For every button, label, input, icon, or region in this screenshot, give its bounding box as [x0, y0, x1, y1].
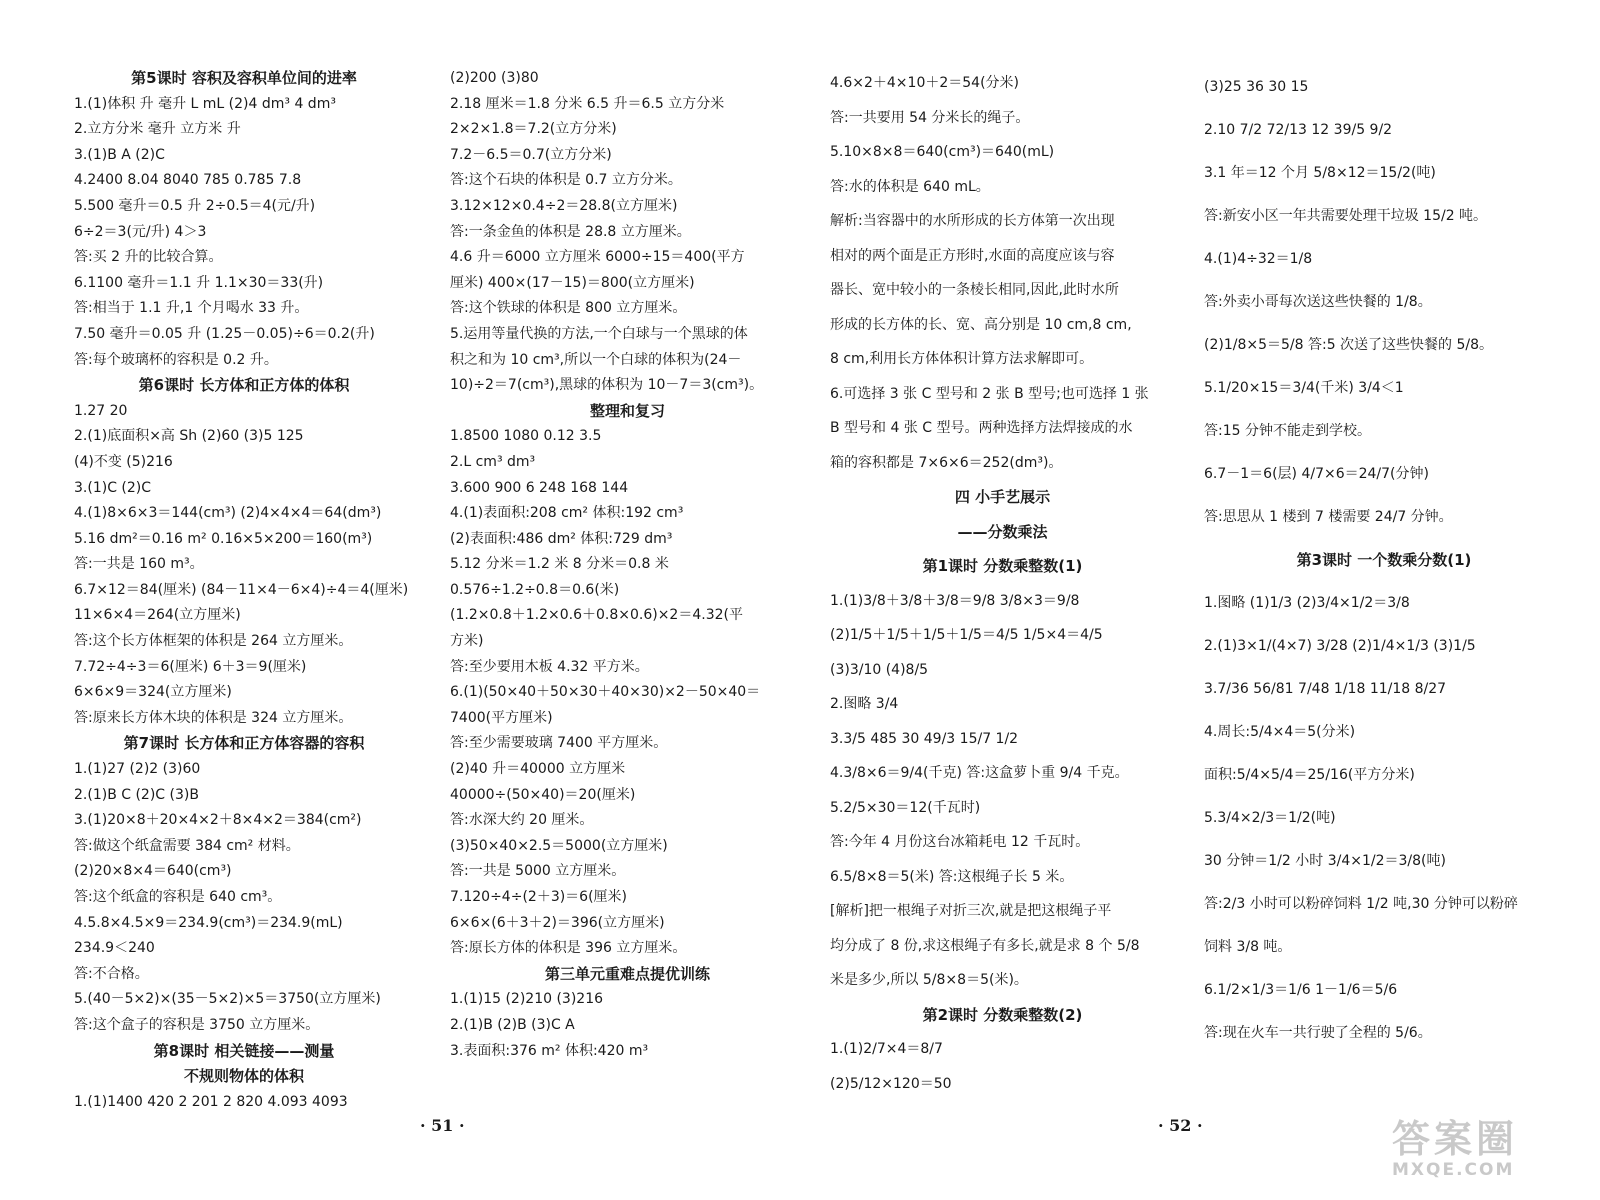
answer-line: (2)40 升＝40000 立方厘米 — [450, 761, 626, 778]
answer-line: 2×2×1.8＝7.2(立方分米) — [450, 121, 617, 138]
section-heading: 第8课时 相关链接——测量 — [153, 1041, 335, 1060]
answer-line: 3.600 900 6 248 168 144 — [450, 479, 629, 496]
section-heading: 第6课时 长方体和正方体的体积 — [138, 376, 350, 395]
answer-line: 答:相当于 1.1 升,1 个月喝水 33 升。 — [74, 300, 309, 317]
answer-line: (2)1/5＋1/5＋1/5＋1/5＝4/5 1/5×4＝4/5 — [830, 627, 1103, 643]
answer-line: 4.周长:5/4×4＝5(分米) — [1204, 724, 1356, 740]
answer-line: 答:思思从 1 楼到 7 楼需要 24/7 分钟。 — [1204, 509, 1453, 525]
answer-line: 4.6×2＋4×10＋2＝54(分米) — [830, 75, 1019, 91]
answer-line: (2)200 (3)80 — [450, 70, 539, 86]
answer-line: 7.120÷4÷(2＋3)＝6(厘米) — [450, 889, 628, 905]
answer-line: 6.可选择 3 张 C 型号和 2 张 B 型号;也可选择 1 张 — [830, 385, 1149, 402]
page-number-left: · 51 · — [420, 1116, 465, 1135]
answer-line: (4)不变 (5)216 — [74, 453, 173, 470]
answer-line: 6.1100 毫升＝1.1 升 1.1×30＝33(升) — [74, 274, 324, 291]
answer-line: 答:每个玻璃杯的容积是 0.2 升。 — [74, 351, 278, 368]
answer-line: 答:一共是 5000 立方厘米。 — [450, 863, 626, 880]
answer-line: (3)25 36 30 15 — [1204, 79, 1309, 95]
answer-line: 答:15 分钟不能走到学校。 — [1204, 423, 1371, 439]
answer-line: 30 分钟＝1/2 小时 3/4×1/2＝3/8(吨) — [1204, 853, 1446, 869]
answer-line: 均分成了 8 份,求这根绳子有多长,就是求 8 个 5/8 — [830, 937, 1140, 954]
answer-line: (2)20×8×4＝640(cm³) — [74, 863, 232, 880]
answer-line: 答:原来长方体木块的体积是 324 立方厘米。 — [74, 709, 353, 726]
answer-line: 3.表面积:376 m² 体积:420 m³ — [450, 1042, 649, 1059]
answer-line: 答:不合格。 — [74, 965, 149, 982]
answer-line: (3)3/10 (4)8/5 — [830, 661, 929, 678]
answer-line: 箱的容积都是 7×6×6＝252(dm³)。 — [830, 454, 1063, 471]
answer-line: 答:做这个纸盒需要 384 cm² 材料。 — [74, 837, 300, 854]
answer-line: 答:原长方体的体积是 396 立方厘米。 — [450, 940, 687, 957]
answer-line: 10)÷2＝7(cm³),黑球的体积为 10－7＝3(cm³)。 — [450, 377, 764, 394]
answer-line: 4.(1)表面积:208 cm² 体积:192 cm³ — [450, 505, 684, 522]
answer-line: 40000÷(50×40)＝20(厘米) — [450, 786, 636, 803]
answer-line: 1.(1)体积 升 毫升 L mL (2)4 dm³ 4 dm³ — [74, 95, 336, 112]
answer-line: 方米) — [450, 633, 484, 650]
answer-line: 7.72÷4÷3＝6(厘米) 6＋3＝9(厘米) — [74, 658, 307, 675]
answer-line: 器长、宽中较小的一条棱长相同,因此,此时水所 — [830, 282, 1119, 298]
answer-line: 3.(1)20×8＋20×4×2＋8×4×2＝384(cm²) — [74, 812, 362, 829]
section-heading: 不规则物体的体积 — [183, 1067, 304, 1086]
answer-line: 7400(平方厘米) — [450, 709, 553, 726]
answer-line: 6.1/2×1/3＝1/6 1－1/6＝5/6 — [1204, 982, 1398, 998]
answer-line: 8 cm,利用长方体体积计算方法求解即可。 — [830, 351, 1094, 367]
answer-line: 2.(1)3×1/(4×7) 3/28 (2)1/4×1/3 (3)1/5 — [1204, 638, 1476, 654]
column-2 — [450, 66, 805, 1064]
section-heading: 第2课时 分数乘整数(2) — [922, 1005, 1083, 1024]
answer-line: 7.50 毫升＝0.05 升 (1.25－0.05)÷6＝0.2(升) — [74, 325, 375, 342]
answer-line: 5.3/4×2/3＝1/2(吨) — [1204, 810, 1336, 826]
answer-line: (3)50×40×2.5＝5000(立方厘米) — [450, 837, 668, 854]
answer-line: 2.10 7/2 72/13 12 39/5 9/2 — [1204, 122, 1393, 138]
answer-line: 5.12 分米＝1.2 米 8 分米＝0.8 米 — [450, 556, 669, 573]
answer-line: (1.2×0.8＋1.2×0.6＋0.8×0.6)×2＝4.32(平 — [450, 607, 743, 624]
answer-line: 1.(1)2/7×4＝8/7 — [830, 1041, 943, 1057]
watermark-text: 答案圈 — [1392, 1117, 1519, 1161]
section-heading: 第7课时 长方体和正方体容器的容积 — [123, 734, 365, 753]
answer-line: 1.(1)1400 420 2 201 2 820 4.093 4093 — [74, 1093, 348, 1110]
answer-line: 答:现在火车一共行驶了全程的 5/6。 — [1204, 1025, 1432, 1041]
answer-line: [解析]把一根绳子对折三次,就是把这根绳子平 — [830, 903, 1112, 919]
answer-line: (2)5/12×120＝50 — [830, 1075, 952, 1092]
answer-line: 5.16 dm²＝0.16 m² 0.16×5×200＝160(m³) — [74, 530, 373, 547]
answer-line: 积之和为 10 cm³,所以一个白球的体积为(24－ — [450, 351, 742, 368]
answer-line: 3.(1)B A (2)C — [74, 146, 165, 163]
answer-line: 答:这个长方体框架的体积是 264 立方厘米。 — [74, 633, 353, 650]
answer-line: 6×6×(6＋3＋2)＝396(立方厘米) — [450, 914, 665, 931]
watermark-logo — [1392, 1118, 1570, 1192]
answer-line: 3.3/5 485 30 49/3 15/7 1/2 — [830, 730, 1019, 747]
answer-line: 4.3/8×6＝9/4(千克) 答:这盒萝卜重 9/4 千克。 — [830, 765, 1129, 781]
answer-line: 米是多少,所以 5/8×8＝5(米)。 — [830, 972, 1028, 988]
answer-line: 答:水深大约 20 厘米。 — [450, 812, 594, 829]
answer-line: 5.(40－5×2)×(35－5×2)×5＝3750(立方厘米) — [74, 991, 381, 1008]
answer-line: 6.7×12＝84(厘米) (84－11×4－6×4)÷4＝4(厘米) — [74, 581, 409, 598]
section-heading: 整理和复习 — [589, 401, 665, 420]
answer-line: 1.8500 1080 0.12 3.5 — [450, 428, 602, 445]
answer-line: 面积:5/4×5/4＝25/16(平方分米) — [1204, 767, 1415, 783]
answer-line: 2.(1)B (2)B (3)C A — [450, 1016, 575, 1033]
answer-line: (2)表面积:486 dm² 体积:729 dm³ — [450, 530, 673, 547]
answer-line: 1.图略 (1)1/3 (2)3/4×1/2＝3/8 — [1204, 595, 1410, 611]
answer-line: 答:这个铁球的体积是 800 立方厘米。 — [450, 300, 687, 317]
answer-line: 答:新安小区一年共需要处理干垃圾 15/2 吨。 — [1204, 208, 1488, 224]
answer-line: 4.(1)8×6×3＝144(cm³) (2)4×4×4＝64(dm³) — [74, 505, 382, 522]
answer-line: 3.(1)C (2)C — [74, 479, 152, 496]
answer-line: 答:至少要用木板 4.32 平方米。 — [450, 658, 649, 675]
answer-line: 6.7－1＝6(层) 4/7×6＝24/7(分钟) — [1204, 466, 1429, 482]
answer-line: 5.500 毫升＝0.5 升 2÷0.5＝4(元/升) — [74, 197, 316, 214]
answer-line: 1.27 20 — [74, 402, 128, 419]
answer-line: 2.18 厘米＝1.8 分米 6.5 升＝6.5 立方分米 — [450, 95, 725, 112]
answer-line: 6.(1)(50×40＋50×30＋40×30)×2－50×40＝ — [450, 684, 761, 701]
answer-line: 厘米) 400×(17－15)＝800(立方厘米) — [450, 274, 695, 291]
answer-line: 2.(1)底面积×高 Sh (2)60 (3)5 125 — [74, 428, 304, 445]
answer-line: 答:水的体积是 640 mL。 — [830, 178, 990, 195]
answer-line: 答:一共要用 54 分米长的绳子。 — [830, 109, 1030, 126]
answer-line: 3.12×12×0.4÷2＝28.8(立方厘米) — [450, 197, 678, 214]
answer-line: 答:今年 4 月份这台冰箱耗电 12 千瓦时。 — [830, 834, 1090, 850]
answer-line: 1.(1)27 (2)2 (3)60 — [74, 761, 201, 778]
answer-line: 6.5/8×8＝5(米) 答:这根绳子长 5 米。 — [830, 868, 1074, 885]
answer-line: 1.(1)3/8＋3/8＋3/8＝9/8 3/8×3＝9/8 — [830, 592, 1080, 609]
answer-line: 5.2/5×30＝12(千瓦时) — [830, 799, 981, 816]
column-3 — [830, 66, 1175, 1101]
answer-line: 6÷2＝3(元/升) 4＞3 — [74, 223, 207, 240]
answer-line: 形成的长方体的长、宽、高分别是 10 cm,8 cm, — [830, 316, 1132, 333]
answer-line: 234.9＜240 — [74, 940, 155, 957]
answer-line: 答:这个盒子的容积是 3750 立方厘米。 — [74, 1016, 320, 1033]
answer-line: 答:2/3 小时可以粉碎饲料 1/2 吨,30 分钟可以粉碎 — [1204, 896, 1518, 912]
answer-line: 4.2400 8.04 8040 785 0.785 7.8 — [74, 172, 302, 189]
answer-line: 4.6 升＝6000 立方厘米 6000÷15＝400(平方 — [450, 249, 745, 266]
answer-line: 2.L cm³ dm³ — [450, 453, 536, 470]
section-heading: 第三单元重难点提优训练 — [544, 964, 710, 983]
section-heading: 第3课时 一个数乘分数(1) — [1296, 551, 1472, 569]
section-heading: 第1课时 分数乘整数(1) — [922, 557, 1083, 575]
answer-line: 3.7/36 56/81 7/48 1/18 11/18 8/27 — [1204, 681, 1447, 697]
answer-line: 2.图略 3/4 — [830, 696, 899, 712]
column-1 — [74, 66, 414, 1115]
answer-line: 1.(1)15 (2)210 (3)216 — [450, 991, 604, 1008]
answer-line: 0.576÷1.2÷0.8＝0.6(米) — [450, 581, 620, 598]
answer-line: 4.5.8×4.5×9＝234.9(cm³)＝234.9(mL) — [74, 914, 343, 931]
answer-line: 2.立方分米 毫升 立方米 升 — [74, 121, 241, 138]
answer-line: 答:这个石块的体积是 0.7 立方分米。 — [450, 172, 682, 189]
answer-line: 饲料 3/8 吨。 — [1204, 939, 1292, 955]
answer-line: 答:外卖小哥每次送这些快餐的 1/8。 — [1204, 294, 1432, 310]
answer-line: 11×6×4＝264(立方厘米) — [74, 607, 241, 624]
answer-line: 答:一共是 160 m³。 — [74, 556, 204, 573]
answer-line: 5.运用等量代换的方法,一个白球与一个黑球的体 — [450, 325, 748, 342]
section-heading: 四 小手艺展示 — [954, 488, 1051, 506]
column-4 — [1204, 66, 1564, 1055]
answer-line: 答:一条金鱼的体积是 28.8 立方厘米。 — [450, 223, 691, 240]
answer-line: 5.1/20×15＝3/4(千米) 3/4＜1 — [1204, 380, 1404, 396]
answer-line: 4.(1)4÷32＝1/8 — [1204, 251, 1313, 267]
watermark-url: MXQE.COM — [1392, 1160, 1515, 1180]
answer-line: B 型号和 4 张 C 型号。两种选择方法焊接成的水 — [830, 420, 1133, 436]
answer-line: 6×6×9＝324(立方厘米) — [74, 684, 232, 701]
answer-line: 解析:当容器中的水所形成的长方体第一次出现 — [830, 213, 1115, 229]
page-number-right: · 52 · — [1158, 1116, 1203, 1135]
answer-line: 5.10×8×8＝640(cm³)＝640(mL) — [830, 144, 1055, 160]
answer-line: 3.1 年＝12 个月 5/8×12＝15/2(吨) — [1204, 165, 1436, 181]
answer-line: 2.(1)B C (2)C (3)B — [74, 786, 199, 803]
answer-line: 答:这个纸盒的容积是 640 cm³。 — [74, 889, 282, 905]
section-heading: ——分数乘法 — [957, 522, 1048, 541]
answer-line: 相对的两个面是正方形时,水面的高度应该与容 — [830, 247, 1115, 264]
answer-line: (2)1/8×5＝5/8 答:5 次送了这些快餐的 5/8。 — [1204, 337, 1494, 353]
answer-line: 答:买 2 升的比较合算。 — [74, 249, 223, 266]
answer-line: 答:至少需要玻璃 7400 平方厘米。 — [450, 735, 668, 752]
answer-line: 7.2－6.5＝0.7(立方分米) — [450, 146, 612, 163]
section-heading: 第5课时 容积及容积单位间的进率 — [131, 69, 357, 87]
